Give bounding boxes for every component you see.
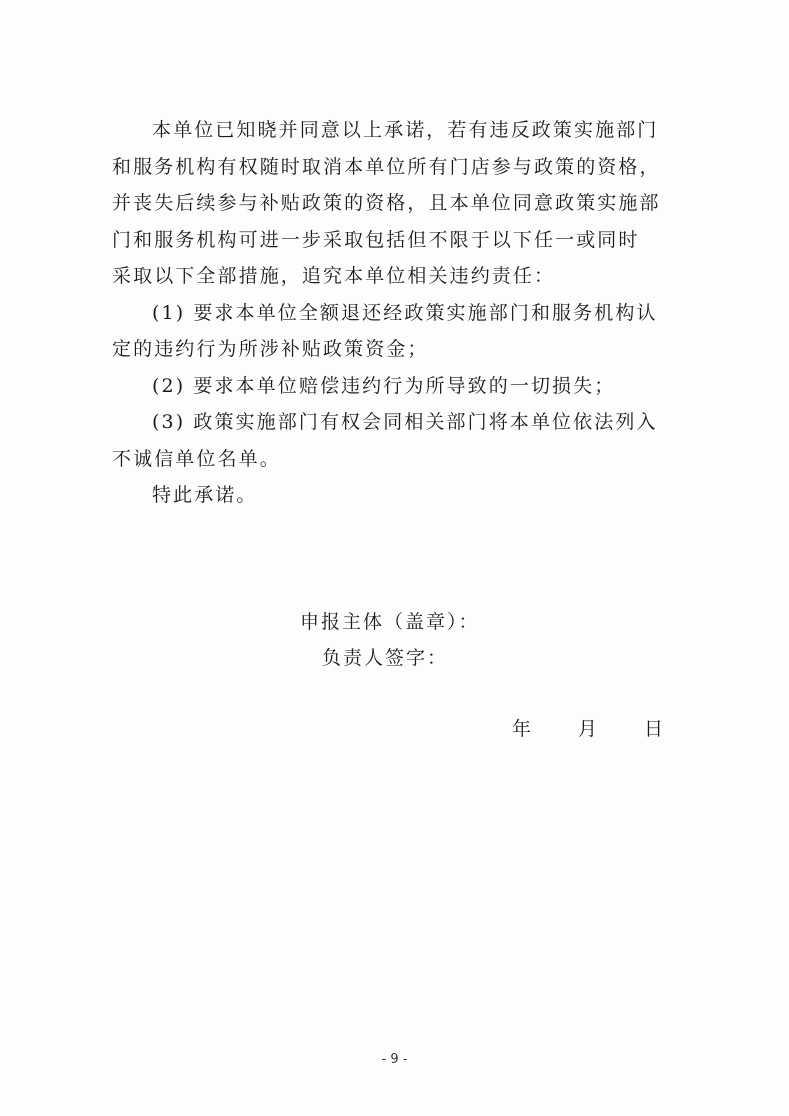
paragraph-line: 和服务机构有权随时取消本单位所有门店参与政策的资格， <box>112 155 661 178</box>
commitment-body <box>112 112 672 514</box>
paragraph-line: 本单位已知晓并同意以上承诺，若有违反政策实施部门 <box>152 119 659 141</box>
date-day-label: 日 <box>644 718 664 740</box>
responsible-signature-label: 负责人签字： <box>322 647 449 669</box>
date-month-label: 月 <box>578 718 598 740</box>
paragraph-line: 采取以下全部措施，追究本单位相关违约责任： <box>112 265 556 287</box>
measure-item-1-cont: 定的违约行为所涉补贴政策资金； <box>112 338 429 360</box>
paragraph-line: 门和服务机构可进一步采取包括但不限于以下任一或同时 <box>112 228 640 251</box>
measure-item-2: (2) 要求本单位赔偿违约行为所导致的一切损失； <box>152 374 616 397</box>
measure-item-3: (3) 政策实施部门有权会同相关部门将本单位依法列入 <box>152 411 658 433</box>
applicant-seal-label: 申报主体（盖章）： <box>300 611 480 633</box>
date-year-label: 年 <box>512 718 532 740</box>
closing-statement: 特此承诺。 <box>152 484 258 506</box>
signature-block <box>300 604 600 676</box>
measure-item-3-cont: 不诚信单位名单。 <box>112 447 281 470</box>
page-number: - 9 - <box>381 1052 408 1067</box>
date-line <box>512 714 672 746</box>
paragraph-line: 并丧失后续参与补贴政策的资格，且本单位同意政策实施部 <box>112 192 661 214</box>
measure-item-1: (1) 要求本单位全额退还经政策实施部门和服务机构认 <box>152 301 658 324</box>
